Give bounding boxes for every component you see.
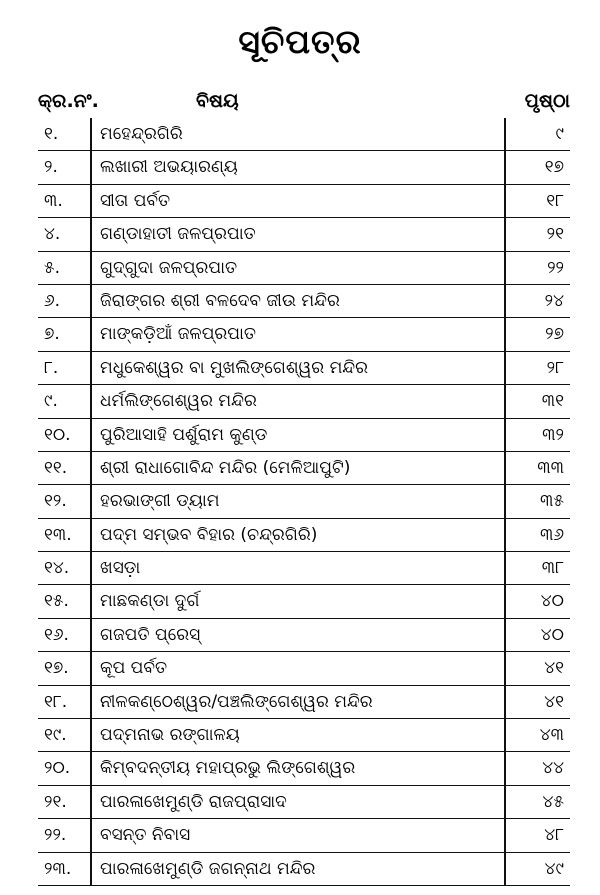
row-num: ୧. (44, 124, 59, 144)
row-num: ୨୨. (44, 825, 67, 846)
table-row (38, 819, 570, 852)
row-divider (90, 519, 92, 551)
row-num: ୧୯. (44, 725, 67, 746)
row-page: ୪୧ (544, 691, 564, 712)
row-divider (504, 385, 506, 417)
row-subject: ବସନ୍ତ ନିବାସ (100, 825, 191, 846)
row-divider (90, 285, 92, 317)
row-subject: ପାରଳାଖେମୁଣ୍ଡି ରାଜପ୍ରାସାଦ (100, 791, 287, 812)
header-page: ପୃଷ୍ଠା (524, 90, 570, 112)
row-subject: ମାଙ୍କଡ଼ିଆଁ ଜଳପ୍ରପାତ (100, 324, 257, 345)
row-page: ୪୦ (540, 624, 564, 645)
row-divider (504, 686, 506, 718)
row-num: ୧୩. (44, 524, 72, 545)
row-page: ୪୧ (544, 658, 564, 679)
row-num: ୨୩. (44, 858, 72, 879)
table-row (38, 519, 570, 552)
table-row (38, 218, 570, 251)
row-divider (504, 619, 506, 651)
row-num: ୩. (44, 190, 63, 211)
table-row (38, 552, 570, 585)
row-subject: କୂପ ପର୍ବତ (100, 658, 168, 679)
row-subject: ପଦ୍ମନାଭ ରଙ୍ଗାଳୟ (100, 725, 240, 746)
contents-table (38, 118, 570, 886)
row-num: ୧୫. (44, 591, 69, 612)
row-num: ୧୮. (44, 691, 68, 712)
row-subject: ନୀଳକଣ୍ଠେଶ୍ୱର/ପଞ୍ଚଲିଙ୍ଗେଶ୍ୱର ମନ୍ଦିର (100, 691, 373, 712)
header-subject: ବିଷୟ (196, 90, 239, 112)
row-num: ୬. (44, 290, 61, 311)
row-divider (90, 686, 92, 718)
row-subject: ଖସଡ଼ା (100, 558, 141, 579)
row-divider (504, 318, 506, 350)
row-subject: ଗଣ୍ଡାହାତୀ ଜଳପ୍ରପାତ (100, 224, 256, 245)
row-page: ୨୪ (544, 290, 564, 311)
row-page: ୧୮ (546, 190, 564, 211)
row-num: ୨. (44, 157, 58, 178)
row-divider (504, 185, 506, 217)
table-row (38, 752, 570, 785)
row-divider (504, 285, 506, 317)
row-page: ୩୩ (537, 457, 564, 478)
row-divider (504, 552, 506, 584)
row-num: ୨୦. (44, 758, 71, 779)
table-row (38, 853, 570, 886)
row-divider (90, 552, 92, 584)
row-num: ୫. (44, 257, 61, 278)
row-num: ୧୭. (44, 658, 69, 679)
row-page: ୯ (555, 124, 564, 144)
row-divider (504, 853, 506, 885)
row-divider (90, 218, 92, 250)
row-page: ୪୮ (544, 825, 564, 846)
table-row (38, 686, 570, 719)
row-divider (90, 318, 92, 350)
row-page: ୪୫ (542, 791, 564, 812)
row-divider (90, 652, 92, 684)
row-divider (90, 585, 92, 617)
row-subject: ମଧୁକେଶ୍ୱର ବା ମୁଖଲିଙ୍ଗେଶ୍ୱର ମନ୍ଦିର (100, 357, 369, 378)
table-row (38, 652, 570, 685)
row-divider (90, 853, 92, 885)
row-num: ୭. (44, 324, 60, 345)
row-divider (90, 485, 92, 517)
row-divider (90, 419, 92, 451)
row-divider (504, 151, 506, 183)
table-row (38, 619, 570, 652)
row-subject: ମହେନ୍ଦ୍ରଗିରି (100, 124, 183, 144)
row-divider (504, 252, 506, 284)
row-page: ୪୯ (544, 858, 564, 879)
row-page: ୩୫ (540, 491, 564, 512)
table-row (38, 419, 570, 452)
row-num: ୧୦. (44, 424, 71, 445)
row-page: ୨୨ (547, 257, 564, 278)
table-row (38, 719, 570, 752)
row-divider (504, 585, 506, 617)
row-page: ୧୭ (544, 157, 564, 178)
row-divider (504, 118, 506, 150)
row-divider (504, 752, 506, 784)
row-divider (90, 752, 92, 784)
row-divider (90, 786, 92, 818)
row-divider (90, 452, 92, 484)
row-num: ୮. (44, 357, 59, 378)
row-divider (504, 786, 506, 818)
row-page: ୪୪ (542, 758, 564, 779)
row-divider (504, 819, 506, 851)
row-subject: ଲଖାରୀ ଅଭୟାରଣ୍ୟ (100, 157, 238, 178)
page-title: ସୂଚିପତ୍ର (238, 22, 362, 61)
row-num: ୨୧. (44, 791, 67, 812)
table-row (38, 786, 570, 819)
row-num: ୧୪. (44, 558, 70, 579)
row-page: ୨୧ (546, 224, 564, 245)
row-subject: କିମ୍ବଦନ୍ତୀୟ ମହାପ୍ରଭୁ ଲିଙ୍ଗେଶ୍ୱର (100, 758, 356, 779)
row-divider (90, 151, 92, 183)
row-subject: ପୁରିଆସାହି ପର୍ଶୁରାମ କୁଣ୍ଡ (100, 424, 268, 445)
row-subject: ମାଛକଣ୍ଡା ଦୁର୍ଗ (100, 591, 200, 612)
row-num: ୯. (44, 391, 58, 412)
row-divider (90, 185, 92, 217)
row-num: ୪. (44, 224, 61, 245)
header-number: କ୍ର.ନଂ. (38, 90, 99, 112)
row-page: ୩୮ (541, 558, 564, 579)
row-divider (504, 352, 506, 384)
row-page: ୨୮ (546, 357, 564, 378)
row-num: ୧୬. (44, 624, 69, 645)
row-divider (504, 485, 506, 517)
row-subject: ଗଜପତି ପ୍ରେସ୍ (100, 624, 201, 645)
row-page: ୩୨ (542, 424, 564, 445)
row-divider (90, 385, 92, 417)
row-divider (504, 652, 506, 684)
table-row (38, 285, 570, 318)
row-page: ୪୦ (540, 591, 564, 612)
row-num: ୧୧. (44, 457, 68, 478)
row-subject: ପାରଳାଖେମୁଣ୍ଡି ଜଗନ୍ନାଥ ମନ୍ଦିର (100, 858, 316, 879)
table-row (38, 485, 570, 518)
table-row (38, 352, 570, 385)
row-divider (90, 352, 92, 384)
row-page: ୩୧ (541, 391, 564, 412)
table-row (38, 185, 570, 218)
row-page: ୨୭ (545, 324, 564, 345)
row-divider (504, 719, 506, 751)
table-row (38, 452, 570, 485)
row-divider (90, 252, 92, 284)
row-page: ୪୩ (539, 725, 564, 746)
row-subject: ଜିରାଙ୍ଗର ଶ୍ରୀ ବଳଦେବ ଜୀଉ ମନ୍ଦିର (100, 290, 340, 311)
row-divider (90, 819, 92, 851)
table-header (38, 90, 570, 120)
table-row (38, 585, 570, 618)
row-subject: ଗୁଦ୍‌ଗୁଦା ଜଳପ୍ରପାତ (100, 257, 238, 278)
row-divider (504, 218, 506, 250)
row-subject: ଧର୍ମଲିଙ୍ଗେଶ୍ୱର ମନ୍ଦିର (100, 391, 257, 412)
row-page: ୩୬ (539, 524, 564, 545)
table-row (38, 151, 570, 184)
row-subject: ସୀତା ପର୍ବତ (100, 190, 171, 211)
row-divider (504, 519, 506, 551)
row-subject: ହରଭାଙ୍ଗୀ ଡ୍ୟାମ (100, 491, 220, 512)
row-divider (90, 719, 92, 751)
table-row (38, 118, 570, 151)
table-row (38, 252, 570, 285)
row-num: ୧୨. (44, 491, 67, 512)
table-row (38, 385, 570, 418)
table-row (38, 318, 570, 351)
row-divider (504, 419, 506, 451)
row-subject: ଶ୍ରୀ ରାଧାଗୋବିନ୍ଦ ମନ୍ଦିର (ମେଳିଆପୁଟି) (100, 457, 351, 478)
row-divider (90, 619, 92, 651)
row-divider (504, 452, 506, 484)
row-subject: ପଦ୍ମ ସମ୍ଭବ ବିହାର (ଚନ୍ଦ୍ରଗିରି) (100, 524, 318, 545)
row-divider (90, 118, 92, 150)
